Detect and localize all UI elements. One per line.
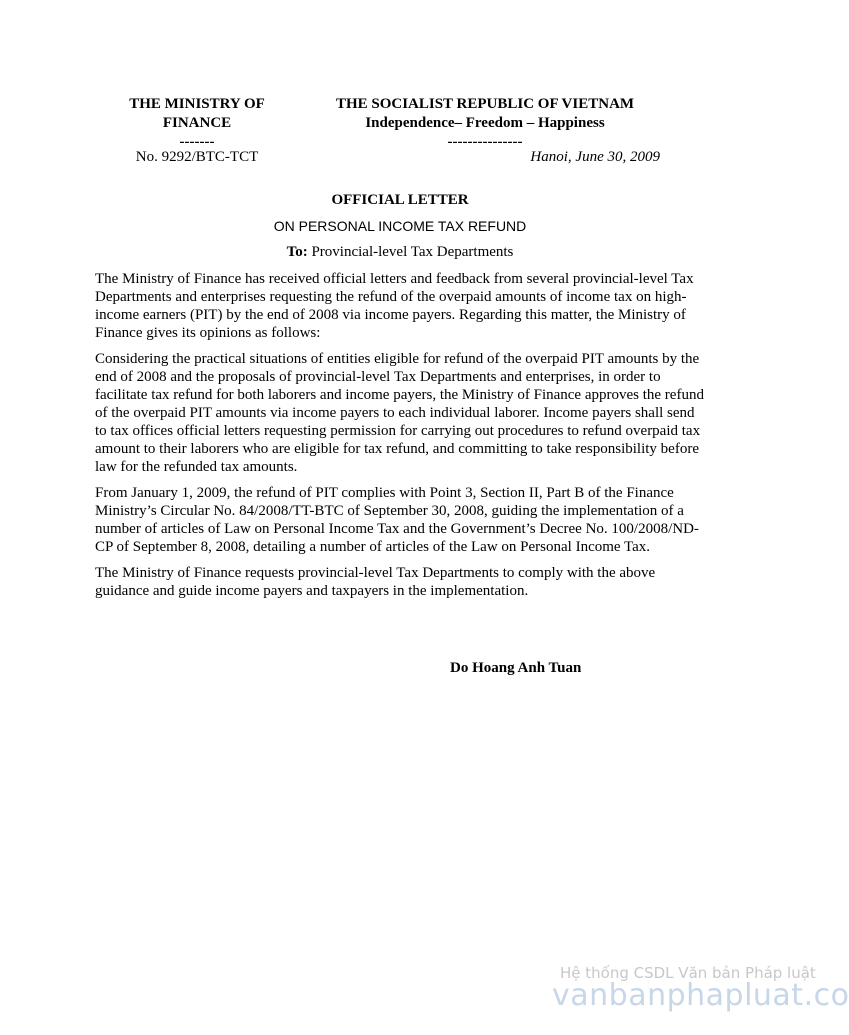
body-paragraph: From January 1, 2009, the refund of PIT complies with Point 3, Section II, Part B of the Finance Ministry’s Circular No. 84/2008/TT-BTC of September 30, 2008, guiding the implementation of a number of articles of Law on Personal Income Tax and the Government’s Decree No. 100/2008/ND-CP of September 8, 2008, detailing a number of articles of the Law on Personal Income Tax. <box>95 485 699 555</box>
document-title: OFFICIAL LETTER <box>331 192 469 208</box>
ministry-name-line1: THE MINISTRY OF <box>129 96 265 112</box>
body-paragraph: Considering the practical situations of entities eligible for refund of the overpaid PIT amounts by the end of 2008 and the proposals of provincial-level Tax Departments and enterprises, in order to facilitate tax refund for both laborers and income payers, the Ministry of Finance approves the refund of the overpaid PIT amounts via income payers to each individual laborer. Income payers shall send to tax offices official letters requesting permission for carrying out procedures to refund overpaid tax amount to their laborers who are eligible for tax refund, and committing to take responsibility before law for the refunded tax amounts. <box>95 351 704 475</box>
recipient-name: Provincial-level Tax Departments <box>311 244 514 260</box>
republic-name: THE SOCIALIST REPUBLIC OF VIETNAM <box>335 96 635 112</box>
signer-name: Do Hoang Anh Tuan <box>450 660 582 676</box>
watermark-site-link[interactable]: vanbanphapluat.co <box>552 978 849 1013</box>
document-subtitle: ON PERSONAL INCOME TAX REFUND <box>273 218 527 234</box>
watermark-caption: Hệ thống CSDL Văn bản Pháp luật <box>560 964 816 982</box>
recipient-label: To: <box>286 244 308 260</box>
document-number: No. 9292/BTC-TCT <box>135 149 259 165</box>
body-paragraph: The Ministry of Finance has received official letters and feedback from several provincial-level Tax Departments and enterprises requesting the refund of the overpaid amounts of income tax on high-income earners (PIT) by the end of 2008 via income payers. Regarding this matter, the Ministry of Finance gives its opinions as follows: <box>95 271 694 341</box>
document-body <box>95 270 707 608</box>
ministry-name-line2: FINANCE <box>162 115 232 131</box>
ministry-block <box>112 95 282 152</box>
republic-block <box>310 95 660 152</box>
ministry-separator: ------- <box>179 134 215 150</box>
body-paragraph: The Ministry of Finance requests provincial-level Tax Departments to comply with the above guidance and guide income payers and taxpayers in the implementation. <box>95 565 656 599</box>
national-motto: Independence– Freedom – Happiness <box>365 115 605 131</box>
motto-separator: --------------- <box>447 134 523 150</box>
place-and-date: Hanoi, June 30, 2009 <box>530 149 660 165</box>
recipient-line <box>0 244 800 261</box>
